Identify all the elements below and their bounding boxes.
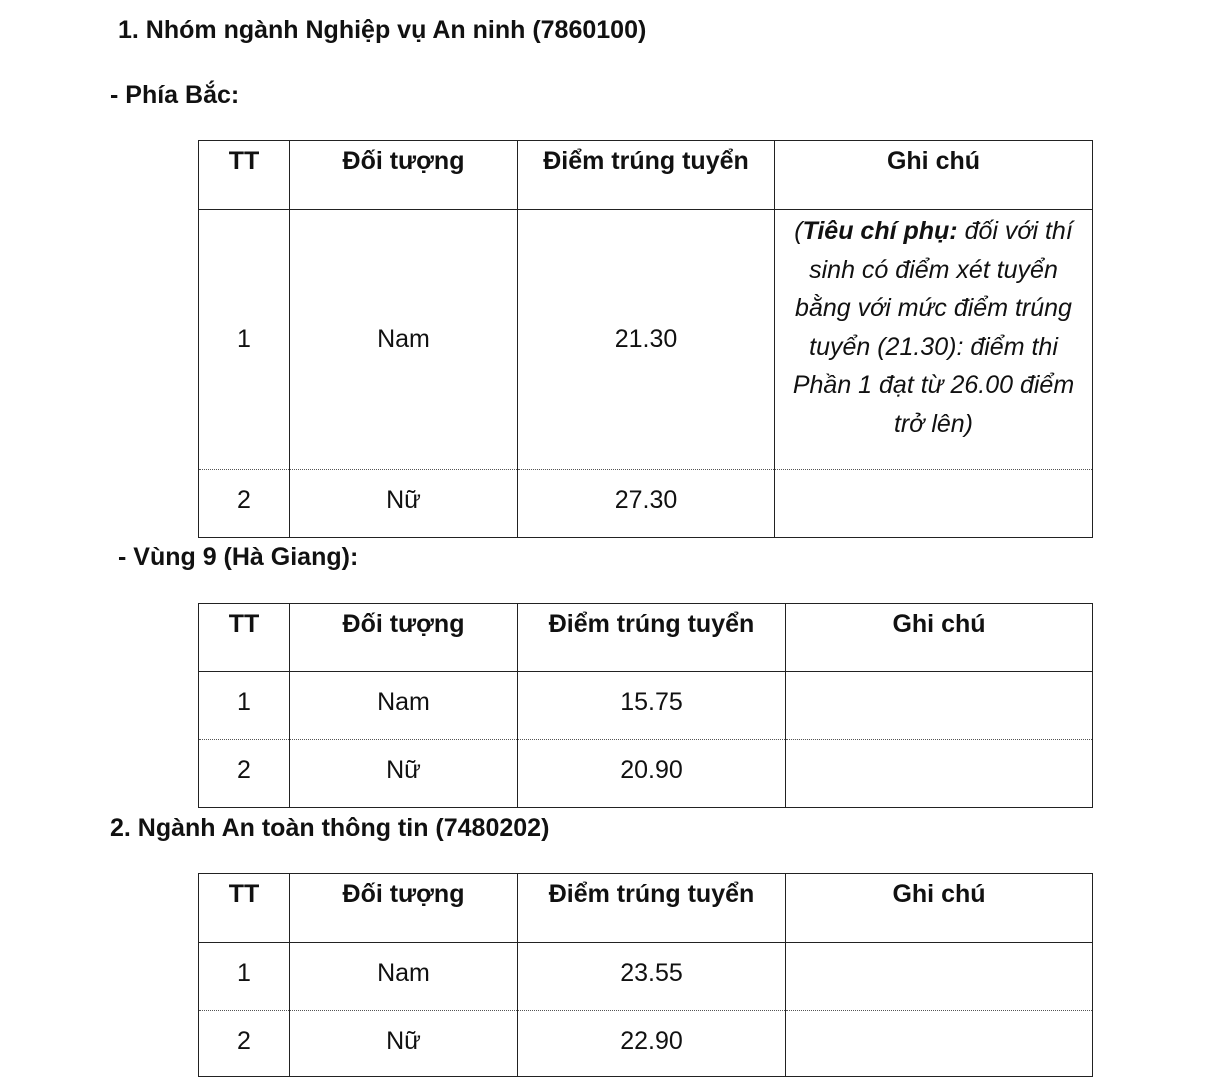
section1-title: 1. Nhóm ngành Nghiệp vụ An ninh (7860100) bbox=[118, 16, 647, 44]
cell-tt: 1 bbox=[199, 943, 290, 1011]
cell-doi-tuong: Nam bbox=[290, 672, 518, 740]
region9-label: - Vùng 9 (Hà Giang): bbox=[118, 543, 359, 571]
cell-ghi-chu bbox=[786, 943, 1093, 1011]
cell-diem: 21.30 bbox=[518, 210, 775, 470]
cell-diem: 22.90 bbox=[518, 1011, 786, 1077]
cell-diem: 27.30 bbox=[518, 470, 775, 538]
cell-tt: 1 bbox=[199, 672, 290, 740]
cell-diem: 20.90 bbox=[518, 740, 786, 808]
north-score-table bbox=[198, 140, 1093, 538]
cell-ghi-chu bbox=[775, 210, 1093, 470]
header-ghi-chu: Ghi chú bbox=[786, 604, 1093, 672]
header-ghi-chu: Ghi chú bbox=[786, 874, 1093, 943]
cell-doi-tuong: Nữ bbox=[290, 470, 518, 538]
table-row bbox=[199, 210, 1093, 470]
note-open-paren: ( bbox=[794, 217, 803, 245]
cell-doi-tuong: Nam bbox=[290, 210, 518, 470]
header-diem: Điểm trúng tuyển bbox=[518, 874, 786, 943]
header-doi-tuong: Đối tượng bbox=[290, 141, 518, 210]
cell-doi-tuong: Nữ bbox=[290, 1011, 518, 1077]
cell-tt: 1 bbox=[199, 210, 290, 470]
table-header-row bbox=[199, 874, 1093, 943]
header-ghi-chu: Ghi chú bbox=[775, 141, 1093, 210]
cell-ghi-chu bbox=[786, 740, 1093, 808]
cell-doi-tuong: Nam bbox=[290, 943, 518, 1011]
cell-tt: 2 bbox=[199, 1011, 290, 1077]
table-row bbox=[199, 740, 1093, 808]
header-diem: Điểm trúng tuyển bbox=[518, 141, 775, 210]
cell-diem: 15.75 bbox=[518, 672, 786, 740]
note-criteria-label: Tiêu chí phụ: bbox=[802, 217, 958, 245]
table-row bbox=[199, 672, 1093, 740]
table-row bbox=[199, 470, 1093, 538]
table-row bbox=[199, 1011, 1093, 1077]
header-diem: Điểm trúng tuyển bbox=[518, 604, 786, 672]
table-row bbox=[199, 943, 1093, 1011]
header-tt: TT bbox=[199, 604, 290, 672]
note-criteria-text: đối với thí sinh có điểm xét tuyển bằng với mức điểm trúng tuyển (21.30): điểm thi Phần 1 đạt từ 26.00 điểm trở lên) bbox=[792, 217, 1075, 438]
table-header-row bbox=[199, 141, 1093, 210]
infosec-score-table bbox=[198, 873, 1093, 1077]
cell-doi-tuong: Nữ bbox=[290, 740, 518, 808]
header-doi-tuong: Đối tượng bbox=[290, 874, 518, 943]
cell-tt: 2 bbox=[199, 470, 290, 538]
header-tt: TT bbox=[199, 141, 290, 210]
cell-ghi-chu bbox=[775, 470, 1093, 538]
header-tt: TT bbox=[199, 874, 290, 943]
cell-ghi-chu bbox=[786, 672, 1093, 740]
region9-score-table bbox=[198, 603, 1093, 808]
header-doi-tuong: Đối tượng bbox=[290, 604, 518, 672]
north-region-label: - Phía Bắc: bbox=[110, 81, 240, 109]
cell-diem: 23.55 bbox=[518, 943, 786, 1011]
section2-title: 2. Ngành An toàn thông tin (7480202) bbox=[110, 814, 550, 842]
table-header-row bbox=[199, 604, 1093, 672]
cell-tt: 2 bbox=[199, 740, 290, 808]
cell-ghi-chu bbox=[786, 1011, 1093, 1077]
note-text bbox=[775, 210, 1092, 443]
